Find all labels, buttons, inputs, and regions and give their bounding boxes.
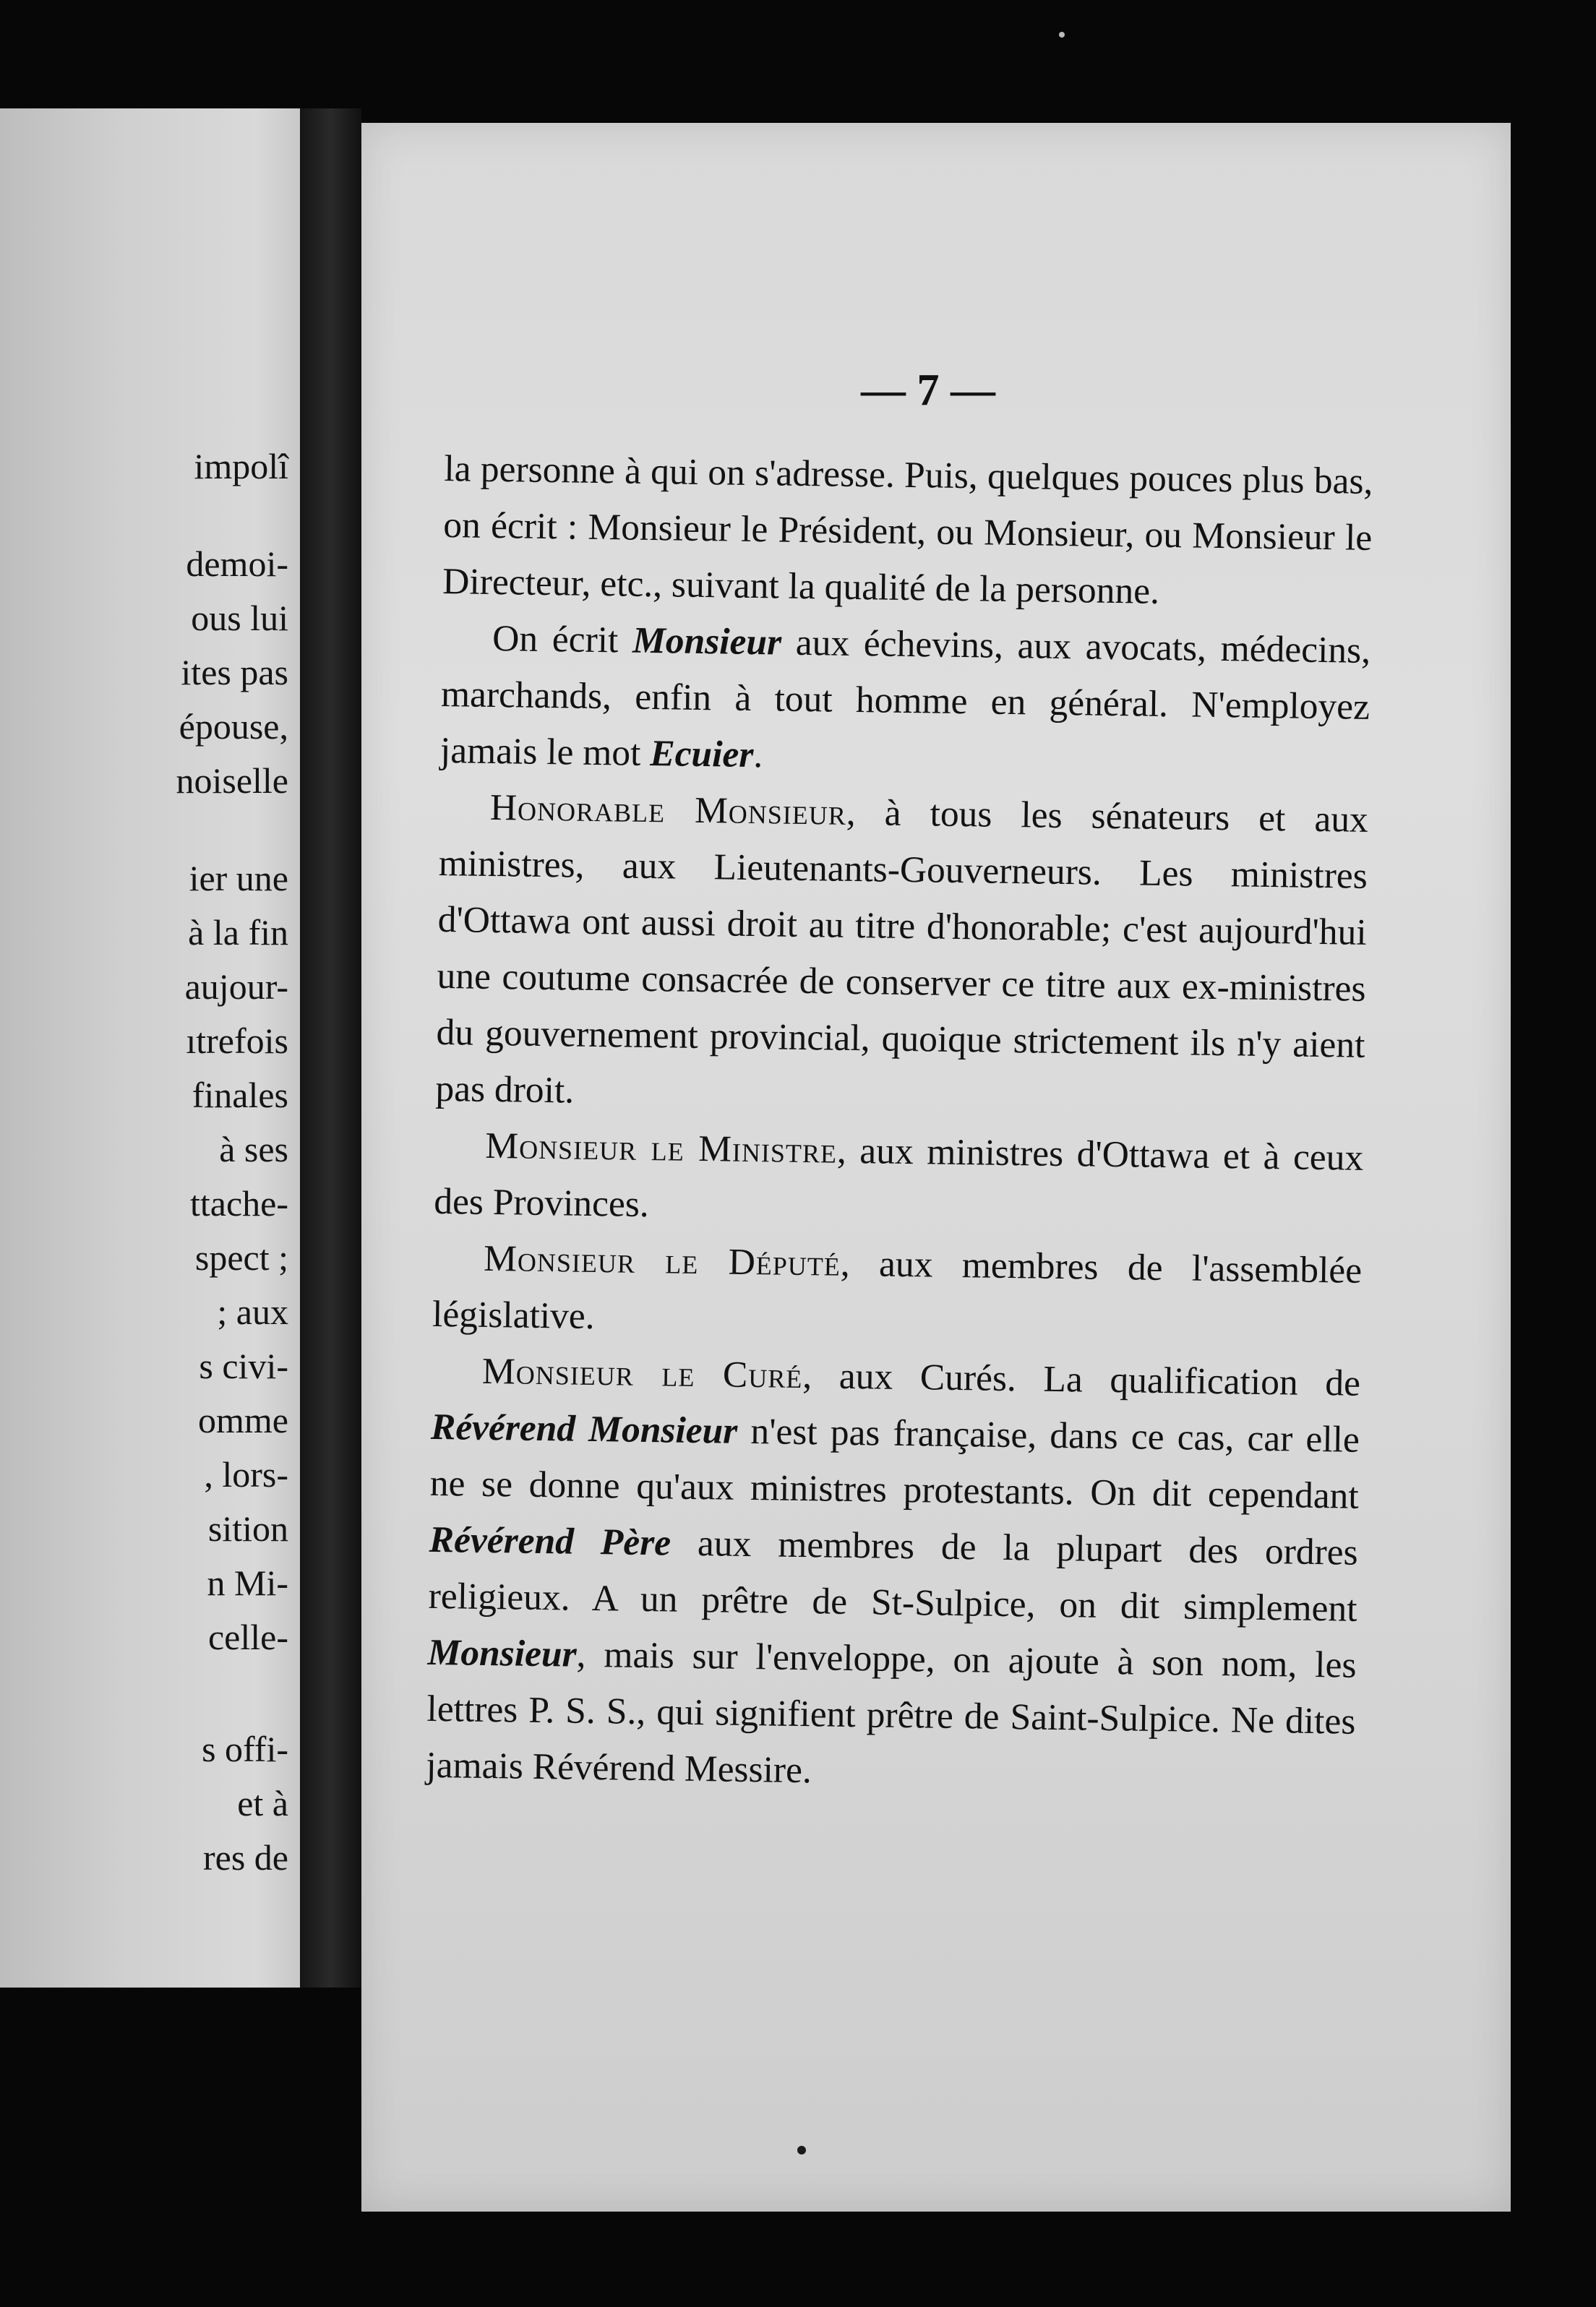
scan-speck [797, 2146, 806, 2155]
facing-line: s civi- [199, 1346, 288, 1386]
small-caps-title: Monsieur le Curé [481, 1350, 803, 1397]
italic-term: Révérend Monsieur [430, 1406, 738, 1452]
facing-line: demoi- [186, 544, 288, 584]
facing-line: s offi- [202, 1729, 288, 1769]
page-number: — 7 — [861, 366, 995, 415]
facing-line: res de [203, 1837, 288, 1878]
scan-speck [1059, 32, 1065, 38]
small-caps-title: Monsieur le Député [483, 1237, 841, 1284]
facing-line: ites pas [181, 652, 288, 692]
paragraph: la personne à qui on s'adresse. Puis, quelques pouces plus bas, on écrit : Monsieur le Président, ou Monsieur, ou Monsieur le Directeur, etc., suivant la qualité de la personne. [442, 447, 1373, 612]
italic-term: Ecuier [649, 733, 754, 776]
facing-line: ; aux [217, 1292, 288, 1332]
small-caps-title: Honorable Monsieur [489, 786, 847, 833]
facing-line: ıtrefois [186, 1021, 288, 1061]
facing-line: ttache- [189, 1183, 288, 1224]
facing-line: noiselle [176, 760, 288, 801]
page-body [426, 441, 1373, 1807]
facing-line: , lors- [204, 1454, 288, 1495]
facing-line: finales [192, 1075, 288, 1115]
facing-line: sition [207, 1508, 288, 1549]
facing-line: à la fin [188, 912, 288, 953]
facing-line: à ses [219, 1129, 288, 1169]
book-spine [300, 108, 361, 1988]
facing-line: aujour- [184, 966, 288, 1007]
italic-term: Révérend Père [429, 1518, 672, 1564]
facing-line: impolî [194, 446, 288, 486]
italic-term: Monsieur [632, 619, 782, 663]
facing-line: ous lui [191, 598, 288, 638]
facing-line: celle- [207, 1617, 288, 1657]
paragraph: On écrit Monsieur aux échevins, aux avocats, médecins, marchands, enfin à tout homme en général. N'employez jamais le mot Ecuier. [439, 617, 1371, 776]
facing-line: spect ; [194, 1237, 288, 1278]
paragraph: Monsieur le Ministre, aux ministres d'Ottawa et à ceux des Provinces. [433, 1125, 1364, 1226]
paragraph: Honorable Monsieur, à tous les sénateurs et aux ministres, aux Lieutenants-Gouverneurs. Les ministres d'Ottawa ont aussi droit au titre d'honorable; c'est aujourd'hui une coutume consacrée de conserver ce titre aux ex-ministres du gouvernement provincial, quoique strictement ils n'y aient pas droit. [435, 786, 1369, 1112]
facing-line: et à [237, 1783, 288, 1823]
facing-line: n Mi- [207, 1563, 288, 1603]
facing-line: ier une [189, 858, 288, 898]
facing-line: épouse, [179, 706, 288, 747]
paragraph: Monsieur le Curé, aux Curés. La qualification de Révérend Monsieur n'est pas française, dans ce cas, car elle ne se donne qu'aux ministres protestants. On dit cependant Révérend Père aux membres de la plupart des ordres religieux. A un prêtre de St-Sulpice, on dit simplement Monsieur, mais sur l'enveloppe, on ajoute à son nom, les lettres P. S. S., qui signifient prêtre de Saint-Sulpice. Ne dites jamais Révérend Messire. [426, 1350, 1361, 1792]
paragraph: Monsieur le Député, aux membres de l'assemblée législative. [432, 1237, 1363, 1338]
italic-term: Monsieur [427, 1631, 578, 1675]
facing-page [0, 108, 300, 1988]
small-caps-title: Monsieur le Ministre [484, 1125, 838, 1172]
facing-line: omme [198, 1400, 288, 1440]
